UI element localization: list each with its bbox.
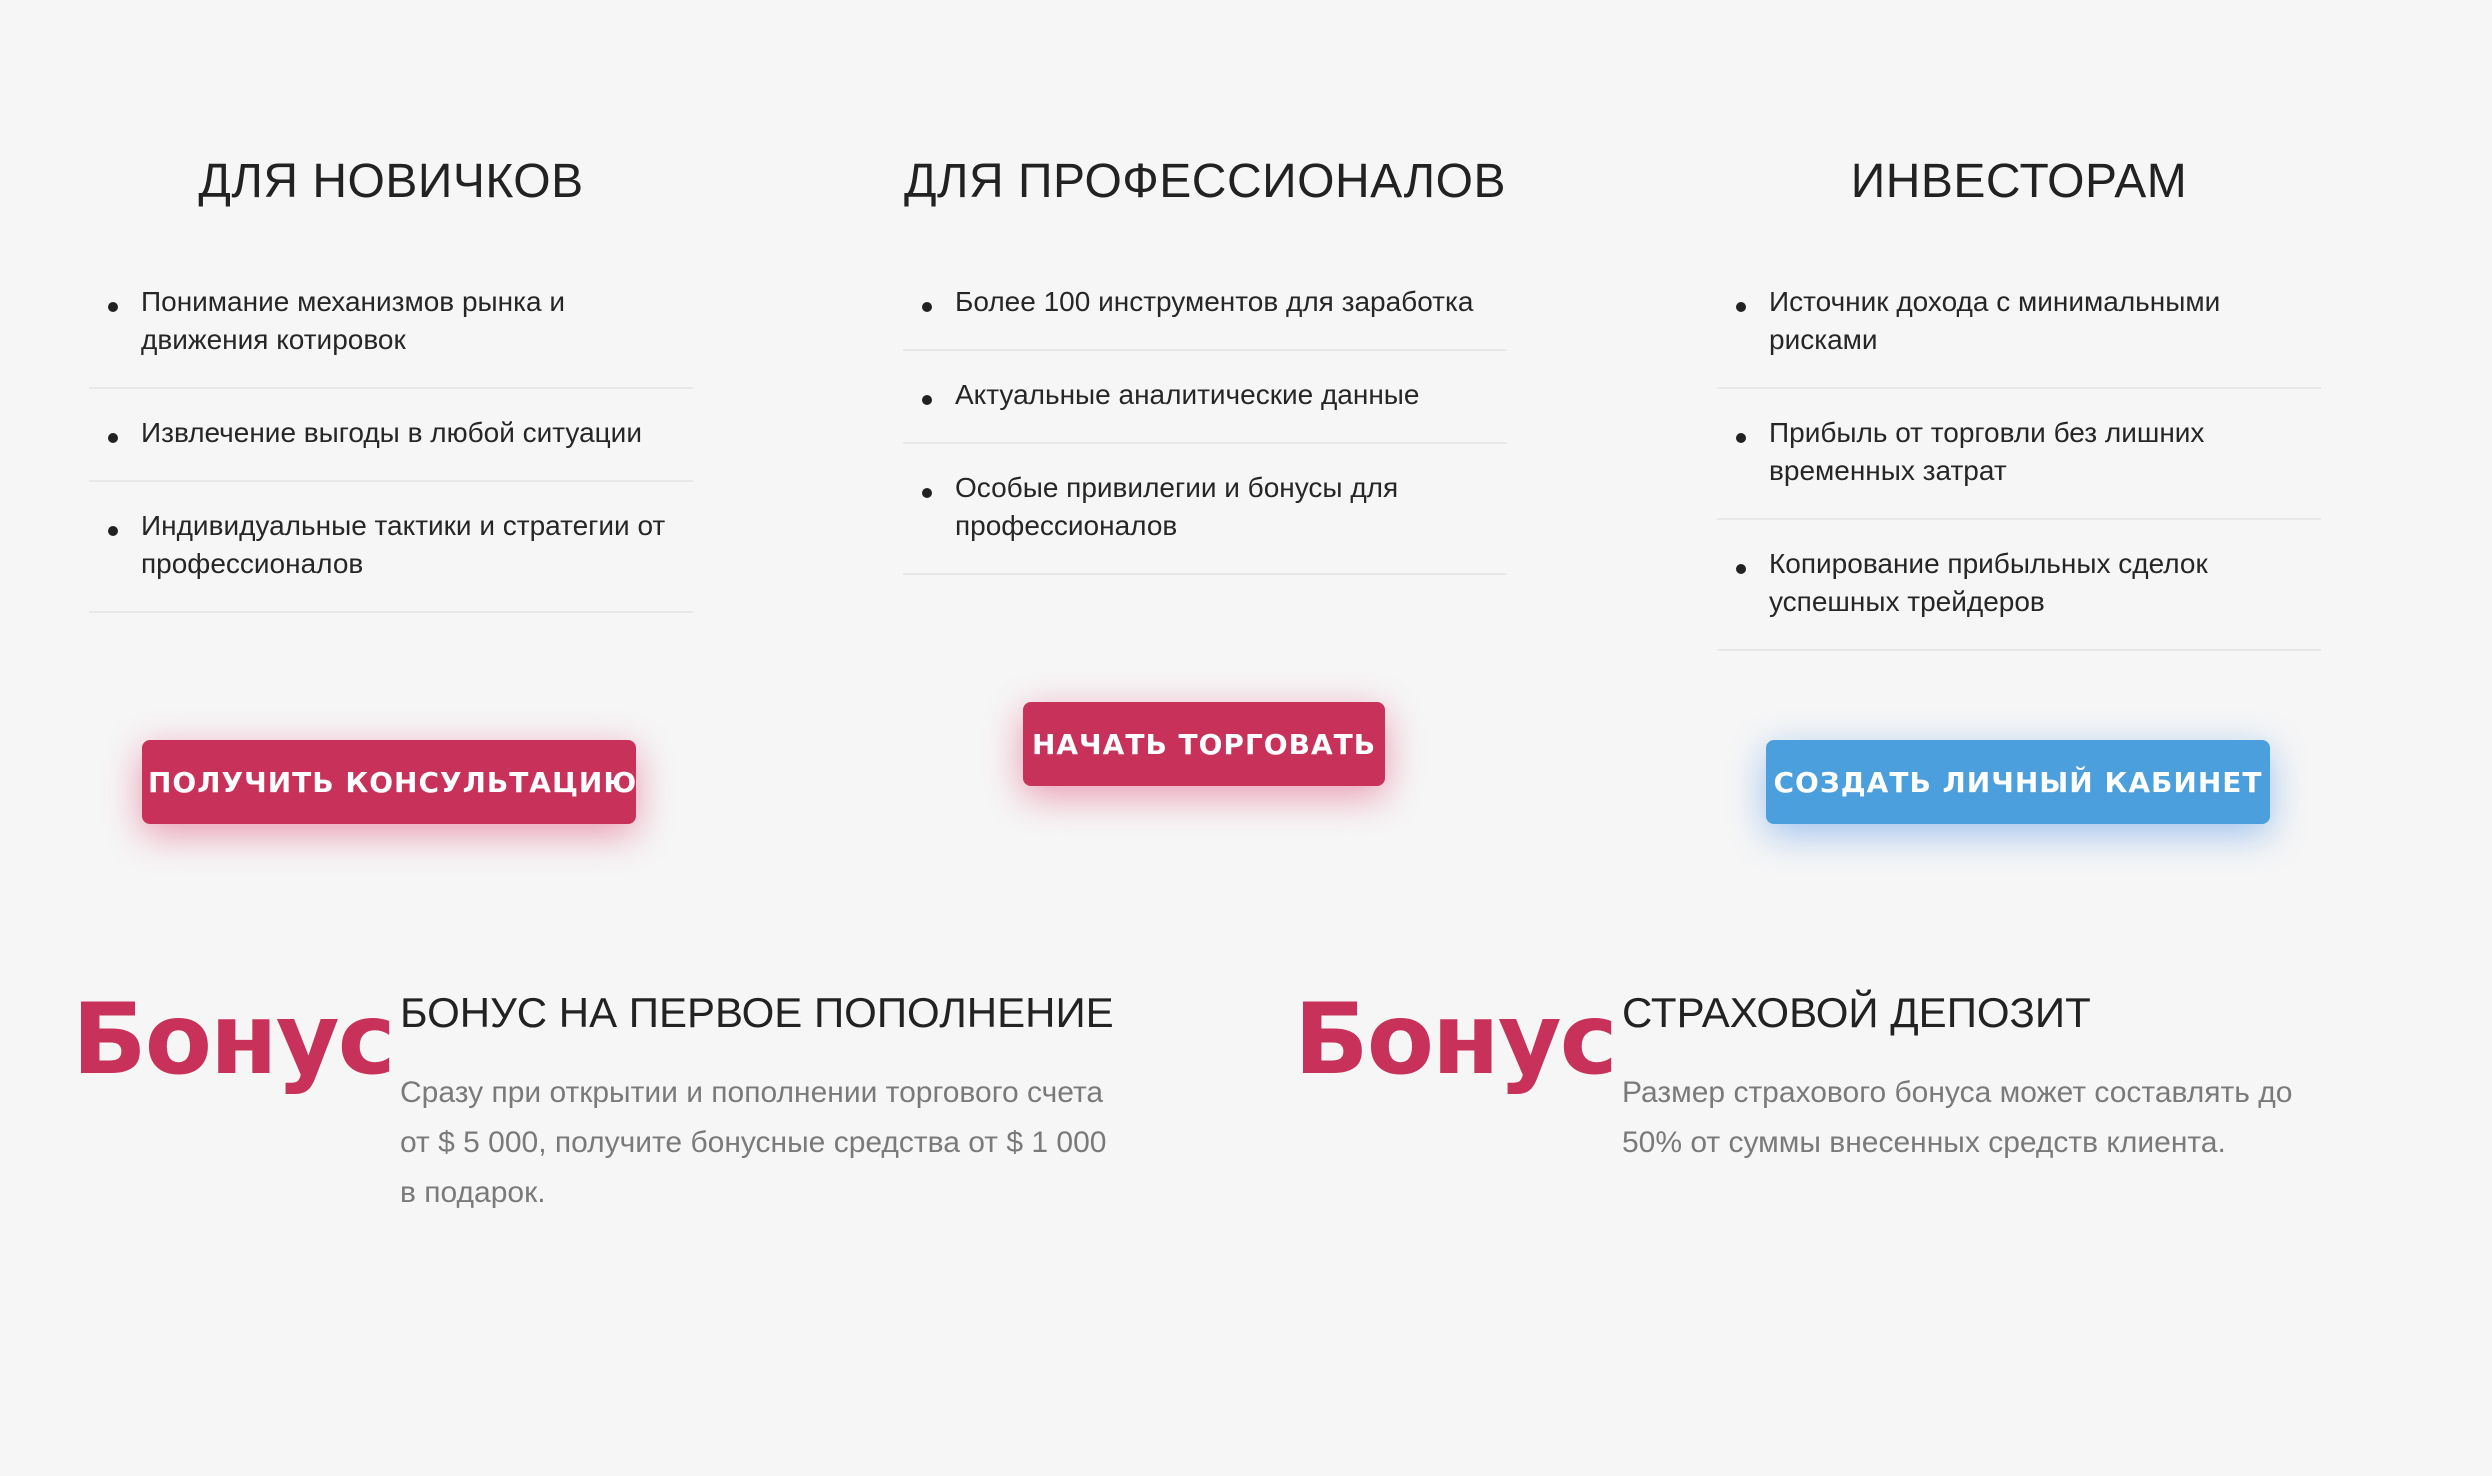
column-title: ДЛЯ ПРОФЕССИОНАЛОВ — [903, 155, 1507, 208]
bonus-description: Сразу при открытии и пополнении торгового счета от $ 5 000, получите бонусные средства от $ 1 000 в подарок. — [400, 1076, 1107, 1209]
list-item — [1717, 258, 2321, 389]
list-item — [1717, 520, 2321, 651]
bonus-description: Размер страхового бонуса может составлять до 50% от суммы внесенных средств клиента. — [1622, 1076, 2293, 1159]
bonus-word: Бонус — [72, 983, 394, 1097]
start-trading-button[interactable]: НАЧАТЬ ТОРГОВАТЬ — [1023, 702, 1385, 786]
get-consultation-button[interactable]: ПОЛУЧИТЬ КОНСУЛЬТАЦИЮ — [142, 740, 636, 824]
bullet-icon — [108, 433, 118, 443]
list-item — [89, 258, 693, 389]
bonus-title: БОНУС НА ПЕРВОЕ ПОПОЛНЕНИЕ — [400, 989, 1114, 1036]
feature-list — [903, 258, 1507, 575]
column-title: ДЛЯ НОВИЧКОВ — [198, 155, 584, 208]
list-item — [89, 482, 693, 613]
list-item — [903, 351, 1507, 444]
column-title: ИНВЕСТОРАМ — [1850, 155, 2188, 208]
bullet-icon — [1736, 564, 1746, 574]
bullet-icon — [922, 488, 932, 498]
bullet-icon — [1736, 433, 1746, 443]
bullet-icon — [922, 395, 932, 405]
list-item-text: Источник дохода с минимальными рисками — [1769, 286, 2221, 355]
feature-list — [1717, 258, 2321, 651]
bonus-title: СТРАХОВОЙ ДЕПОЗИТ — [1622, 989, 2091, 1036]
bonus-word: Бонус — [1294, 983, 1616, 1097]
list-item-text: Извлечение выгоды в любой ситуации — [141, 417, 642, 448]
bullet-icon — [108, 526, 118, 536]
list-item-text: Более 100 инструментов для заработка — [955, 286, 1474, 317]
create-account-button[interactable]: СОЗДАТЬ ЛИЧНЫЙ КАБИНЕТ — [1766, 740, 2270, 824]
list-item-text: Особые привилегии и бонусы для профессионалов — [955, 472, 1399, 541]
feature-list — [89, 258, 693, 613]
bullet-icon — [922, 302, 932, 312]
list-item-text: Понимание механизмов рынка и движения котировок — [141, 286, 565, 355]
bullet-icon — [108, 302, 118, 312]
list-item-text: Индивидуальные тактики и стратегии от профессионалов — [141, 510, 666, 579]
list-item — [903, 444, 1507, 575]
bullet-icon — [1736, 302, 1746, 312]
list-item — [1717, 389, 2321, 520]
list-item-text: Копирование прибыльных сделок успешных трейдеров — [1769, 548, 2208, 617]
list-item — [89, 389, 693, 482]
list-item — [903, 258, 1507, 351]
list-item-text: Актуальные аналитические данные — [955, 379, 1420, 410]
list-item-text: Прибыль от торговли без лишних временных затрат — [1769, 417, 2205, 486]
